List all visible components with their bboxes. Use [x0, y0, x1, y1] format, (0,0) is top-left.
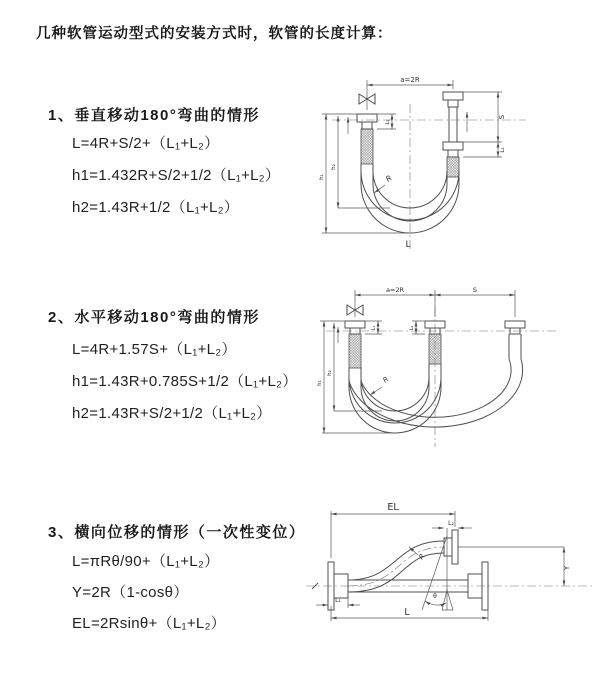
section-2-formula-L: L=4R+1.57S+（L₁+L₂） [72, 341, 237, 358]
section-2-formula-h1: h1=1.43R+0.785S+1/2（L₁+L₂） [72, 373, 298, 390]
page-title: 几种软管运动型式的安装方式时，软管的长度计算： [36, 26, 393, 42]
diagram-horizontal-180-bend [312, 283, 590, 451]
braided-hose-middle [429, 334, 441, 364]
radius-label-r: R [417, 552, 427, 562]
dim-label-h1: h₁ [319, 174, 325, 180]
dim-label-l2: L₂ [500, 147, 506, 153]
dim-label-l2: L₂ [448, 520, 454, 527]
dim-label-a2r: a=2R [385, 286, 405, 294]
dim-label-l1: L₁ [371, 325, 377, 331]
section-1-formula-h1: h1=1.432R+S/2+1/2（L₁+L₂） [72, 167, 281, 184]
section-3-formula-EL: EL=2Rsinθ+（L₁+L₂） [72, 615, 226, 632]
diagram-lateral-displacement [302, 498, 598, 658]
dim-label-a2r: a=2R [400, 76, 420, 84]
angle-label-theta: θ [433, 593, 437, 600]
dim-label-el: EL [387, 502, 399, 513]
radius-label-r: R [381, 375, 391, 385]
radius-label-r: R [383, 173, 394, 184]
dim-label-l2: L₂ [409, 325, 415, 331]
section-1-heading: 1、垂直移动180°弯曲的情形 [48, 107, 260, 124]
diagram-vertical-180-bend [312, 72, 590, 257]
section-2-heading: 2、水平移动180°弯曲的情形 [48, 309, 260, 326]
dim-label-h2: h₂ [331, 164, 337, 170]
dim-label-y: Y [563, 565, 571, 571]
dim-label-l: L [404, 607, 410, 618]
braided-hose-left [349, 334, 361, 368]
section-3-heading: 3、横向位移的情形（一次性变位） [48, 524, 306, 541]
dim-label-h2: h₂ [327, 370, 333, 376]
dim-label-l1: L₁ [385, 119, 391, 125]
section-1-formula-L: L=4R+S/2+（L₁+L₂） [72, 135, 220, 152]
dim-label-h1: h₁ [317, 380, 323, 386]
dim-label-l1: L₁ [335, 597, 341, 604]
section-2-formula-h2: h2=1.43R+S/2+1/2（L₁+L₂） [72, 405, 272, 422]
braided-hose-left [361, 129, 373, 164]
length-label-l: L [405, 240, 411, 250]
section-3-formula-Y: Y=2R（1-cosθ） [72, 584, 189, 601]
dim-label-s: S [498, 114, 506, 120]
braided-hose-right [447, 157, 459, 177]
dim-label-s: S [472, 286, 478, 294]
section-1-formula-h2: h2=1.43R+1/2（L₁+L₂） [72, 199, 240, 216]
section-3-formula-L: L=πRθ/90+（L₁+L₂） [72, 553, 220, 570]
